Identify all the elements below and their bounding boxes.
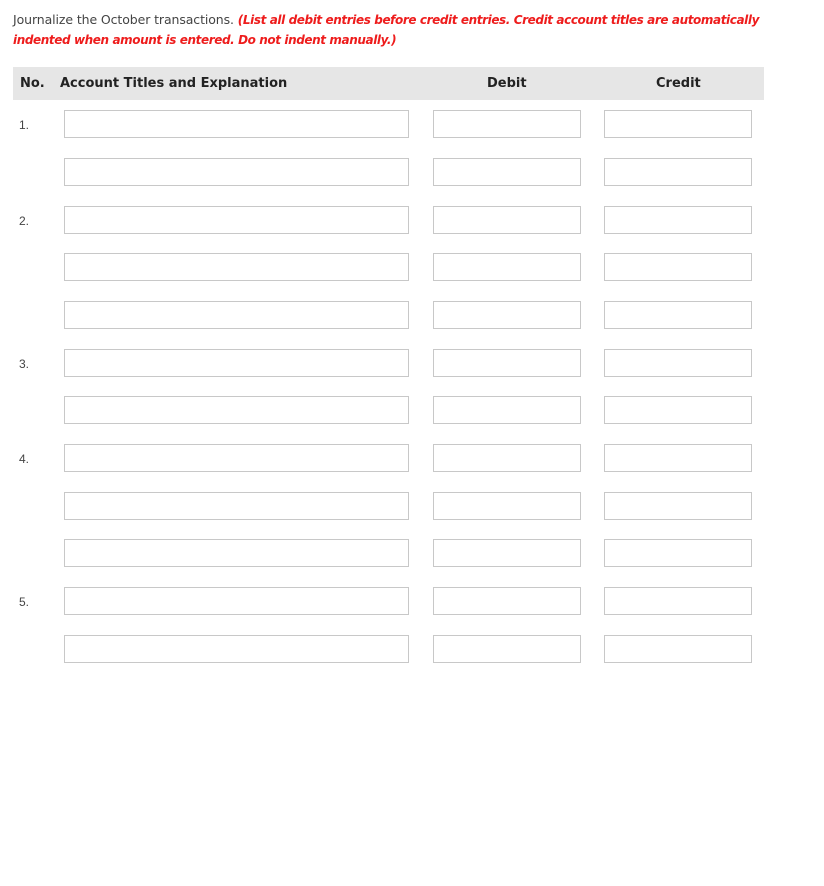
account-title-input[interactable]: [64, 396, 409, 424]
debit-input[interactable]: [433, 301, 581, 329]
instructions: [13, 10, 813, 50]
account-title-input[interactable]: [64, 206, 409, 234]
instructions-lead: Journalize the October transactions.: [13, 12, 234, 27]
journal-row: [0, 539, 824, 569]
debit-input[interactable]: [433, 158, 581, 186]
debit-input[interactable]: [433, 206, 581, 234]
account-title-input[interactable]: [64, 539, 409, 567]
debit-input[interactable]: [433, 253, 581, 281]
debit-input[interactable]: [433, 349, 581, 377]
credit-input[interactable]: [604, 492, 752, 520]
header-credit: Credit: [656, 76, 701, 91]
account-title-input[interactable]: [64, 444, 409, 472]
journal-row: [0, 635, 824, 665]
account-title-input[interactable]: [64, 110, 409, 138]
header-debit: Debit: [487, 76, 527, 91]
debit-input[interactable]: [433, 635, 581, 663]
debit-input[interactable]: [433, 492, 581, 520]
credit-input[interactable]: [604, 158, 752, 186]
journal-row: [0, 158, 824, 188]
journal-row: [0, 587, 824, 617]
journal-row: [0, 110, 824, 140]
credit-input[interactable]: [604, 587, 752, 615]
debit-input[interactable]: [433, 444, 581, 472]
credit-input[interactable]: [604, 444, 752, 472]
entry-number: 5.: [19, 595, 30, 609]
journal-row: [0, 492, 824, 522]
journal-row: [0, 253, 824, 283]
credit-input[interactable]: [604, 349, 752, 377]
credit-input[interactable]: [604, 539, 752, 567]
account-title-input[interactable]: [64, 492, 409, 520]
entry-number: 3.: [19, 357, 30, 371]
entry-number: 1.: [19, 118, 30, 132]
credit-input[interactable]: [604, 396, 752, 424]
entry-number: 4.: [19, 452, 30, 466]
instructions-note: (List all debit entries before credit entries. Credit account titles are automatically indented when amount is entered. Do not indent manually.): [13, 13, 760, 47]
journal-row: [0, 396, 824, 426]
credit-input[interactable]: [604, 253, 752, 281]
credit-input[interactable]: [604, 206, 752, 234]
credit-input[interactable]: [604, 110, 752, 138]
journal-table-header: [13, 67, 764, 100]
debit-input[interactable]: [433, 110, 581, 138]
debit-input[interactable]: [433, 587, 581, 615]
journal-row: [0, 444, 824, 474]
account-title-input[interactable]: [64, 158, 409, 186]
entry-number: 2.: [19, 214, 30, 228]
journal-row: [0, 301, 824, 331]
account-title-input[interactable]: [64, 301, 409, 329]
account-title-input[interactable]: [64, 635, 409, 663]
account-title-input[interactable]: [64, 587, 409, 615]
credit-input[interactable]: [604, 301, 752, 329]
journal-row: [0, 349, 824, 379]
header-no: No.: [20, 76, 45, 91]
journal-row: [0, 206, 824, 236]
credit-input[interactable]: [604, 635, 752, 663]
account-title-input[interactable]: [64, 253, 409, 281]
account-title-input[interactable]: [64, 349, 409, 377]
debit-input[interactable]: [433, 396, 581, 424]
debit-input[interactable]: [433, 539, 581, 567]
header-account-titles: Account Titles and Explanation: [60, 76, 288, 91]
